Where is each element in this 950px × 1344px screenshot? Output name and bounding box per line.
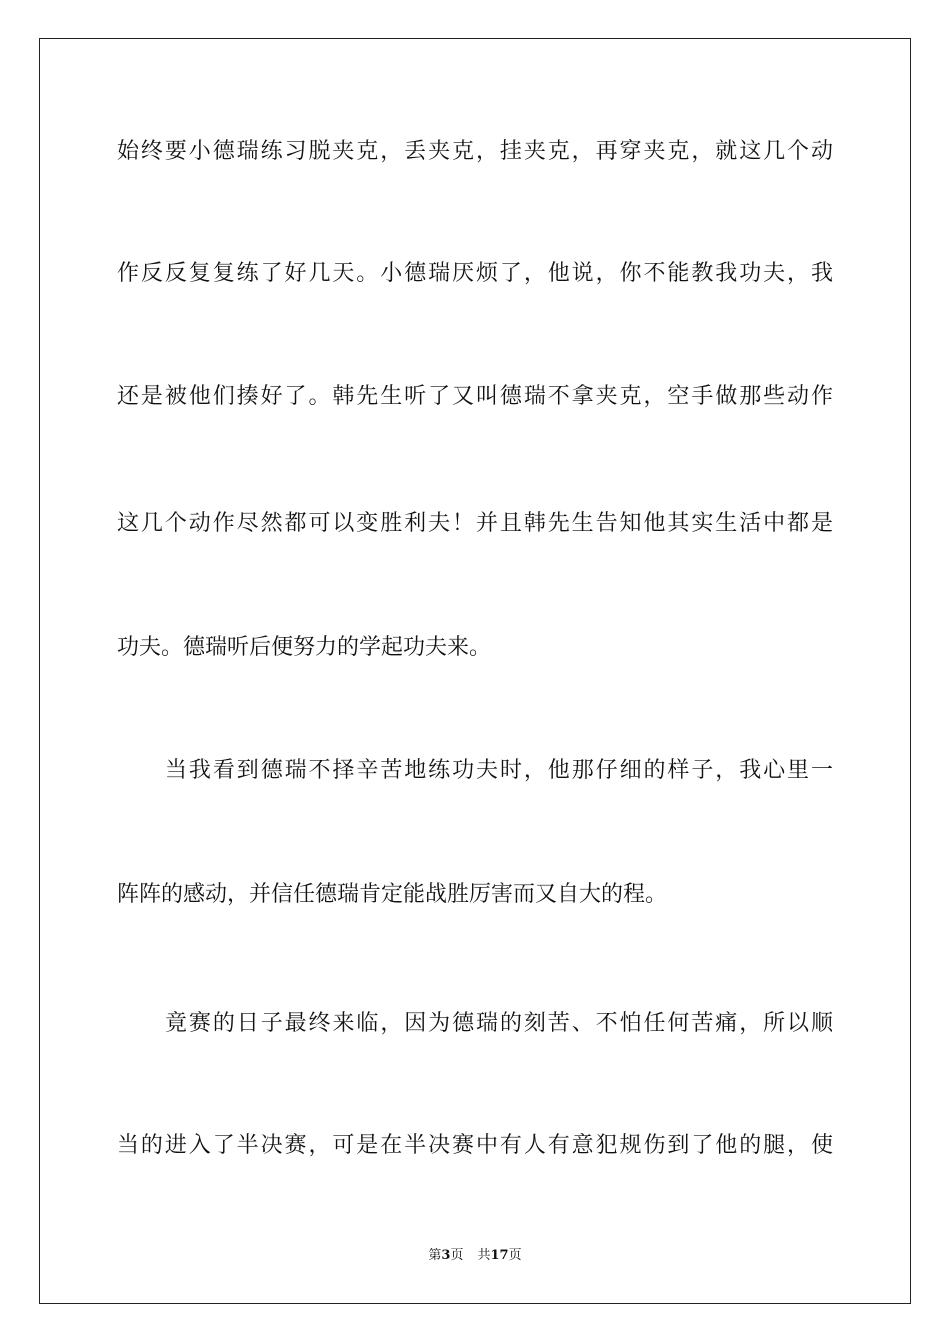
- total-prefix: 共: [477, 1248, 491, 1263]
- total-pages: 17: [490, 1248, 509, 1263]
- text-line: 当我看到德瑞不择辛苦地练功夫时，他那仔细的样子，我心里一: [165, 758, 833, 783]
- page-footer: [0, 1247, 950, 1265]
- text-line: 作反反复复练了好几天。小德瑞厌烦了，他说，你不能教我功夫，我: [117, 261, 833, 286]
- text-line: 还是被他们揍好了。韩先生听了又叫德瑞不拿夹克，空手做那些动作: [117, 384, 833, 409]
- page-number: 3: [441, 1248, 451, 1263]
- text-line: 当的进入了半决赛，可是在半决赛中有人有意犯规伤到了他的腿，使: [117, 1133, 833, 1158]
- text-line: 竟赛的日子最终来临，因为德瑞的刻苦、不怕任何苦痛，所以顺: [165, 1011, 833, 1036]
- page-border: [39, 38, 911, 1304]
- page-prefix: 第: [428, 1248, 442, 1263]
- total-suffix: 页: [508, 1248, 522, 1263]
- text-line: 始终要小德瑞练习脱夹克，丢夹克，挂夹克，再穿夹克，就这几个动: [117, 139, 833, 164]
- page-suffix: 页: [450, 1248, 464, 1263]
- text-line: 这几个动作尽然都可以变胜利夫！并且韩先生告知他其实生活中都是: [117, 511, 833, 536]
- text-line: 阵阵的感动，并信任德瑞肯定能战胜厉害而又自大的程。: [117, 882, 668, 907]
- text-line: 功夫。德瑞听后便努力的学起功夫来。: [117, 635, 492, 660]
